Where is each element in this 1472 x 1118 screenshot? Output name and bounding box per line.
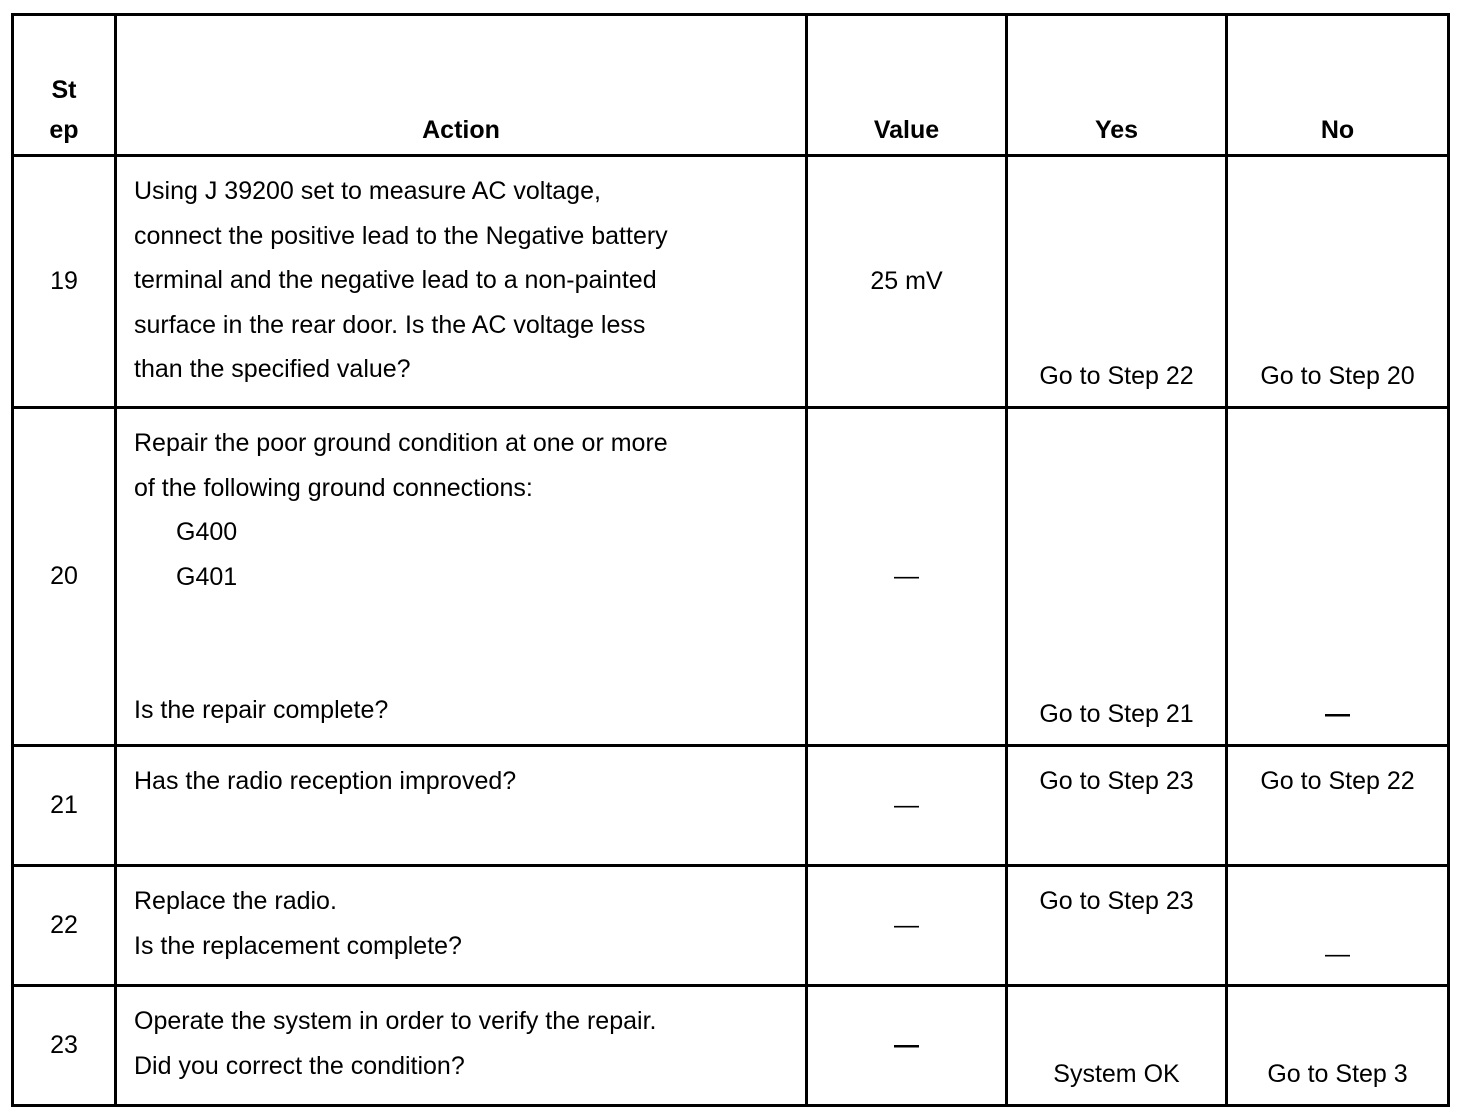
- no-cell: [1227, 156, 1449, 408]
- list-item-text: G401: [176, 562, 238, 591]
- header-step: St ep: [13, 15, 116, 156]
- action-text: Is the replacement complete?: [134, 931, 462, 960]
- list-item: [134, 510, 797, 555]
- yes-cell: [1007, 746, 1227, 866]
- table-row: [13, 746, 1449, 866]
- table-row: [13, 986, 1449, 1106]
- step-number: 19: [13, 156, 116, 408]
- no-cell: [1227, 986, 1449, 1106]
- yes-text: Go to Step 22: [1039, 361, 1194, 390]
- yes-text: System OK: [1053, 1059, 1180, 1088]
- action-cell: [116, 156, 807, 408]
- no-cell: [1227, 866, 1449, 986]
- ground-list: [134, 510, 797, 599]
- action-text: Replace the radio.: [134, 887, 337, 915]
- yes-cell: [1007, 408, 1227, 746]
- yes-cell: [1007, 866, 1227, 986]
- action-text: terminal and the negative lead to a non-painted: [134, 266, 657, 294]
- action-text: Has the radio reception improved?: [134, 767, 517, 795]
- value-dash: —: [894, 911, 919, 940]
- diagnostic-table: [11, 13, 1450, 1107]
- step-number: 21: [13, 746, 116, 866]
- action-text: Repair the poor ground condition at one or more: [134, 429, 668, 457]
- list-item: [134, 555, 797, 600]
- no-dash: —: [1325, 699, 1350, 728]
- action-cell: [116, 408, 807, 746]
- action-cell: [116, 986, 807, 1106]
- yes-cell: [1007, 156, 1227, 408]
- table-row: [13, 866, 1449, 986]
- value-cell: [807, 866, 1007, 986]
- table-row: [13, 408, 1449, 746]
- header-no: No: [1227, 15, 1449, 156]
- no-dash: —: [1325, 939, 1350, 968]
- value-dash: —: [894, 562, 919, 591]
- value-dash: —: [894, 1031, 919, 1060]
- step-number: 22: [13, 866, 116, 986]
- no-text: Go to Step 22: [1260, 767, 1415, 795]
- header-value: Value: [807, 15, 1007, 156]
- value-cell: [807, 408, 1007, 746]
- list-item-text: G400: [176, 518, 238, 546]
- yes-text: Go to Step 23: [1039, 767, 1194, 795]
- action-text: Operate the system in order to verify the repair.: [134, 1007, 657, 1035]
- action-text: surface in the rear door. Is the AC voltage less: [134, 310, 646, 339]
- value-cell: 25 mV: [807, 156, 1007, 408]
- no-text: Go to Step 3: [1267, 1059, 1408, 1088]
- no-cell: [1227, 746, 1449, 866]
- action-text: connect the positive lead to the Negative battery: [134, 221, 668, 250]
- value-cell: [807, 746, 1007, 866]
- value-cell: [807, 986, 1007, 1106]
- step-number: 23: [13, 986, 116, 1106]
- action-text: than the specified value?: [134, 355, 411, 383]
- action-text: Did you correct the condition?: [134, 1051, 465, 1080]
- no-text: Go to Step 20: [1260, 361, 1415, 390]
- yes-text: Go to Step 23: [1039, 887, 1194, 915]
- action-cell: [116, 866, 807, 986]
- yes-text: Go to Step 21: [1039, 699, 1194, 728]
- action-text: of the following ground connections:: [134, 473, 533, 502]
- header-row: [13, 15, 1449, 156]
- header-yes: Yes: [1007, 15, 1227, 156]
- action-text: Using J 39200 set to measure AC voltage,: [134, 177, 601, 205]
- value-dash: —: [894, 791, 919, 820]
- no-cell: [1227, 408, 1449, 746]
- action-cell: [116, 746, 807, 866]
- table-row: [13, 156, 1449, 408]
- step-number: 20: [13, 408, 116, 746]
- yes-cell: [1007, 986, 1227, 1106]
- header-action: Action: [116, 15, 807, 156]
- action-question: Is the repair complete?: [134, 696, 389, 724]
